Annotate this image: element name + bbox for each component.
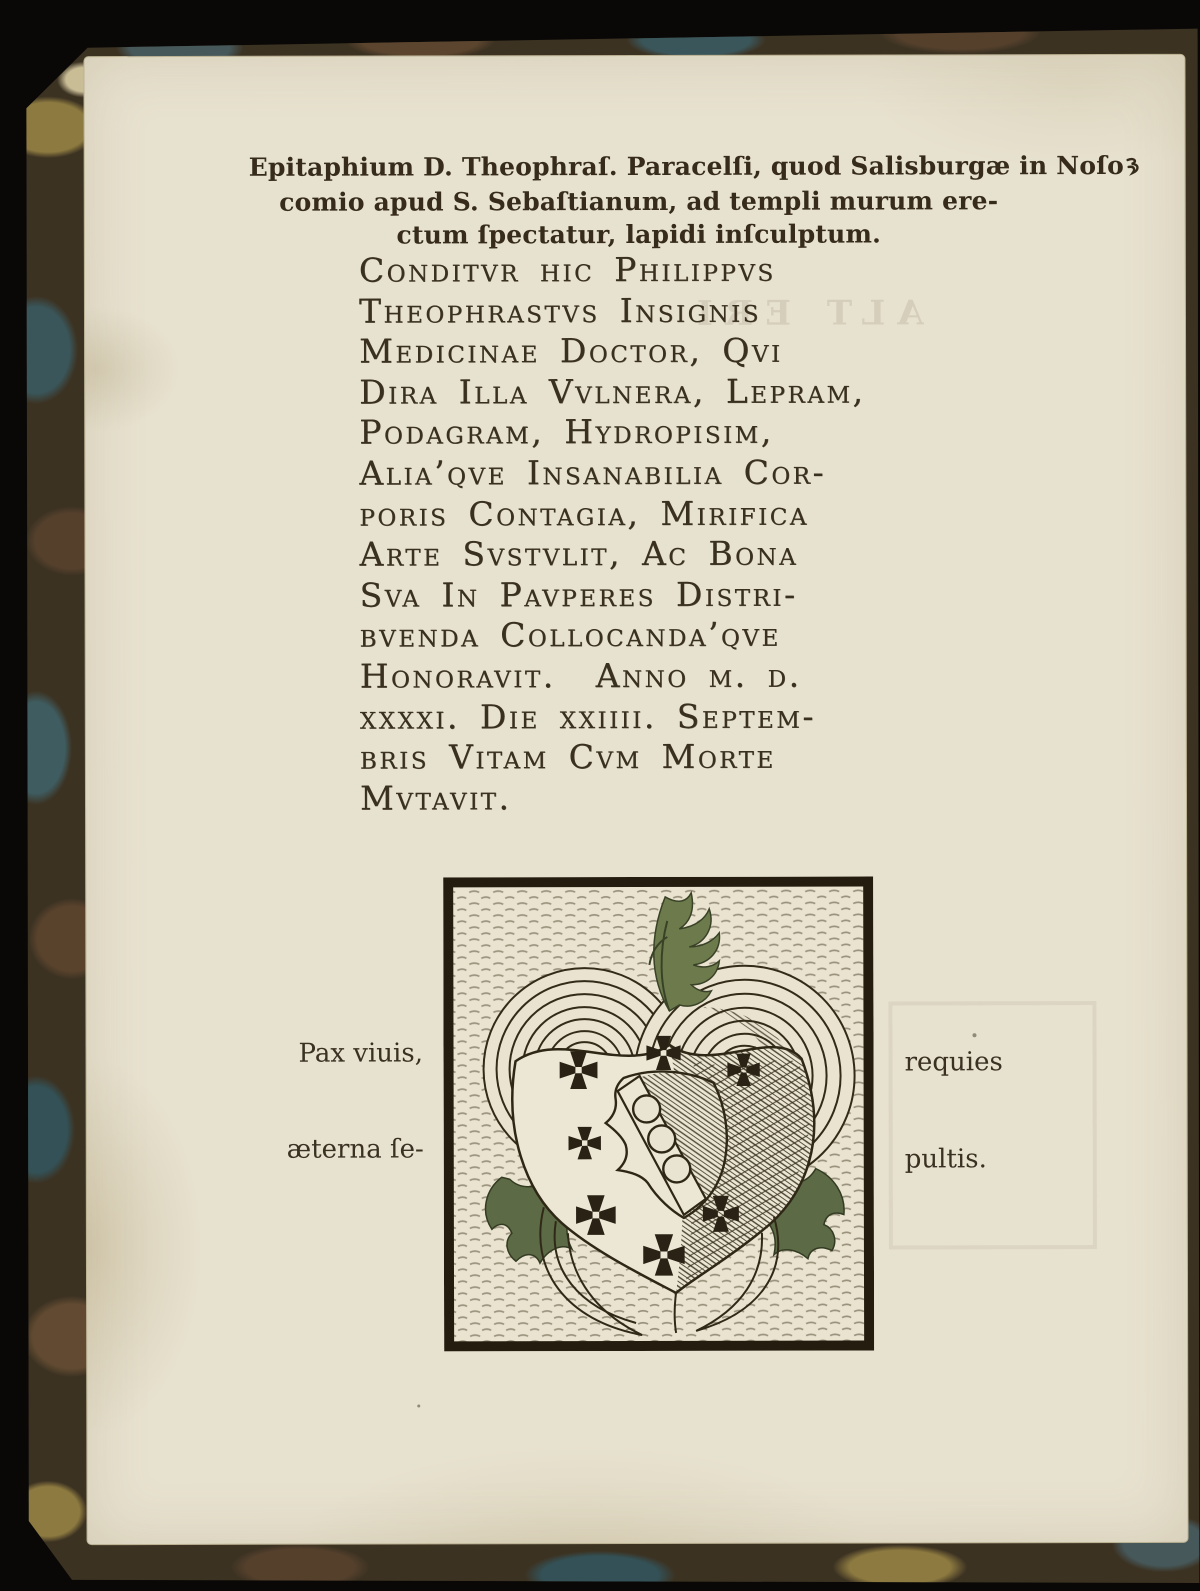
epitaph-line: Conditvr hic Philippvs [358,249,776,290]
motto-left-top: Pax viuis, [298,1038,424,1069]
book-page [84,55,1187,1544]
hyphen-flourish-icon [1126,151,1142,184]
epitaph-line: poris Contagia, Mirifica [359,493,809,534]
epitaph-line: bris Vitam Cvm Morte [359,736,776,777]
epitaph-line: Sva In Pavperes Distri- [359,574,798,615]
epitaph-line: Honoravit. Anno m. d. [359,655,802,696]
coat-of-arms-woodcut-icon [443,877,874,1352]
epitaph-line: xxxxi. Die xxiiii. Septem- [359,696,817,737]
heading-block [248,149,1125,252]
heading-line-1 [248,149,1125,186]
epitaph-line: Podagram, Hydropisim, [359,412,774,452]
ink-speck [417,1404,420,1407]
heading-line-1-text: Epitaphium D. Theophraſ. Paracelſi, quod Salisburgæ in Noſo [248,150,1125,182]
motto-left-bottom: æterna ſe- [286,1134,424,1165]
epitaph-text [359,249,960,819]
epitaph-line: Alia’qve Insanabilia Cor- [359,452,827,493]
show-through-frame [888,1001,1097,1249]
epitaph-line: Medicinae Doctor, Qvi [359,330,783,371]
epitaph-line: Arte Svstvlit, Ac Bona [359,533,799,574]
heading-line-2: comio apud S. Sebaſtianum, ad templi murum ere- [279,186,999,217]
motto-right-bottom: pultis. [904,1144,987,1175]
epitaph-line: Theophrastvs Insignis [358,290,761,331]
show-through-text: ALT ERI [684,293,924,334]
ink-speck [972,1033,976,1037]
epitaph-line: Mvtavit. [359,777,512,818]
epitaph-line: bvenda Collocanda’qve [359,615,781,655]
epitaph-line: Dira Illa Vvlnera, Lepram, [359,371,866,412]
motto-right-top: requies [904,1047,1003,1078]
heading-line-3: ctum ſpectatur, lapidi inſculptum. [396,219,882,250]
